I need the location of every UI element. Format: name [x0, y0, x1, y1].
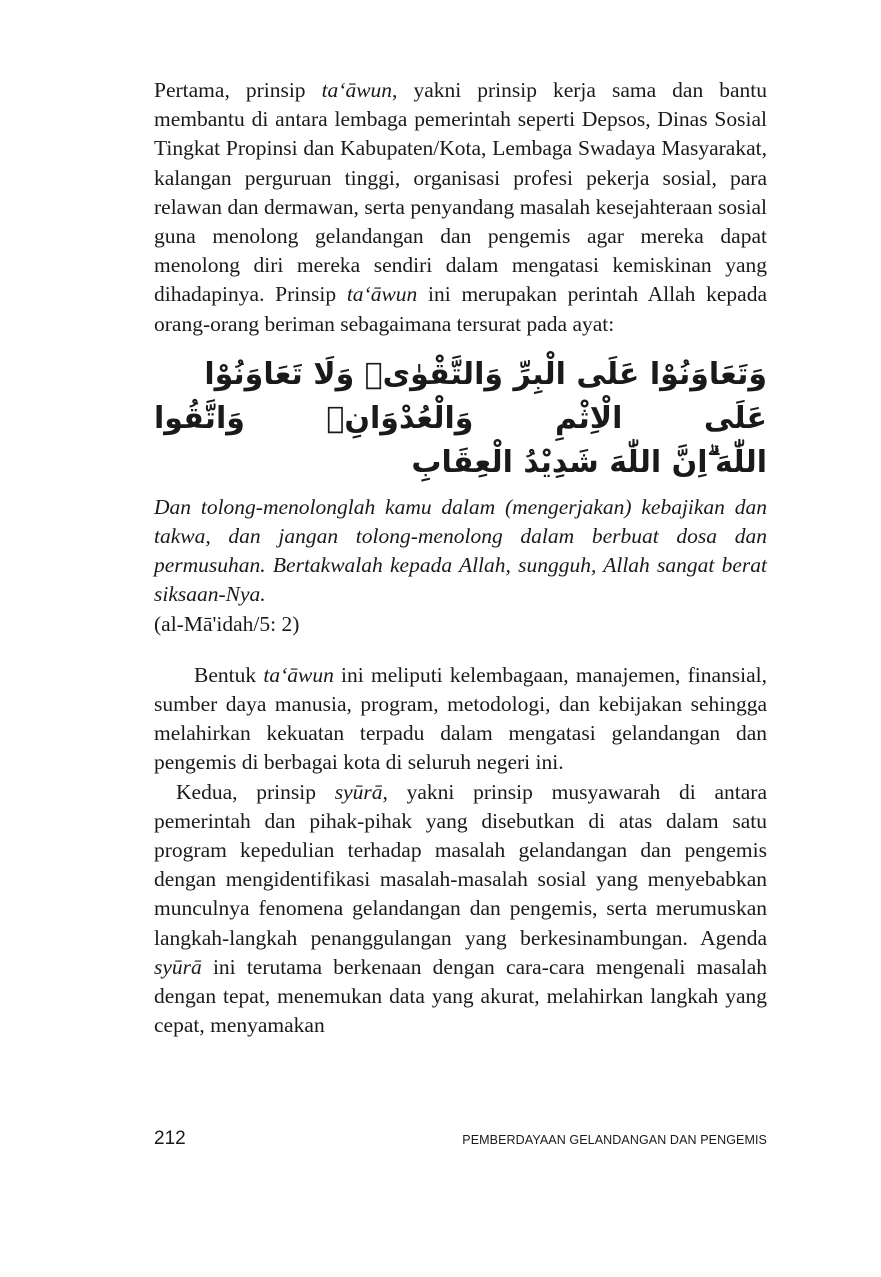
verse-line-2: اللّٰهَ ۗاِنَّ اللّٰهَ شَدِيْدُ الْعِقَابِ: [411, 444, 767, 480]
paragraph-second-principle: [154, 778, 767, 1041]
page-footer: [154, 1128, 767, 1150]
term-taawun: taʻāwun: [263, 662, 334, 687]
paragraph-taawun-forms: [154, 661, 767, 778]
text-run: Kedua, prinsip: [176, 779, 335, 804]
page-body: [154, 76, 767, 1040]
text-run: , yakni prinsip musyawarah di antara pemerintah dan pihak-pihak yang disebutkan di atas dalam satu program kepedulian terhadap masalah gelandangan dan pengemis dengan mengidentifikasi masalah-masalah sosial yang menyebabkan munculnya fenomena gelandangan dan pengemis, serta merumuskan langkah-langkah penanggulangan yang berkesinambungan. Agenda: [154, 779, 767, 950]
text-run: Pertama, prinsip: [154, 78, 322, 102]
paragraph-first-principle: [154, 76, 767, 339]
running-title: PEMBERDAYAAN GELANDANGAN DAN PENGEMIS: [462, 1133, 767, 1147]
term-syura: syūrā: [334, 779, 383, 804]
text-run: ini merupakan perintah Allah kepada orang-orang beriman sebagaimana tersurat pada ayat:: [154, 282, 768, 336]
quran-verse: [154, 353, 767, 485]
term-syura: syūrā: [154, 954, 202, 979]
verse-translation: [154, 493, 767, 639]
text-run: ini meliputi kelembagaan, manajemen, finansial, sumber daya manusia, program, metodologi, dan kebijakan sehingga melahirkan kekuatan terpadu dalam mengatasi gelandangan dan pengemis di berbagai kota di seluruh negeri ini.: [154, 662, 768, 775]
term-taawun: taʻāwun,: [321, 78, 398, 102]
term-taawun: taʻāwun: [346, 282, 418, 307]
text-run: ini terutama berkenaan dengan cara-cara mengenali masalah dengan tepat, menemukan data yang akurat, melahirkan langkah yang cepat, menyamakan: [154, 954, 767, 1038]
text-run: yakni prinsip kerja sama dan bantu membantu di antara lembaga pemerintah seperti Depsos, Dinas Sosial Tingkat Propinsi dan Kabupaten/Kota, Lembaga Swadaya Masyarakat, kalangan perguruan tinggi, organisasi profesi pekerja sosial, para relawan dan dermawan, serta penyandang masalah kesejahteraan sosial guna menolong gelandangan dan pengemis agar mereka dapat menolong diri mereka sendiri dalam mengatasi kemiskinan yang dihadapinya. Prinsip: [154, 78, 767, 307]
verse-line-1: وَتَعَاوَنُوْا عَلَى الْبِرِّ وَالتَّقْوٰىۖ وَلَا تَعَاوَنُوْا عَلَى الْاِثْمِ وَالْعُدْوَانِۖ وَاتَّقُوا: [154, 356, 767, 436]
verse-reference: (al-Mā'idah/5: 2): [154, 611, 300, 636]
translation-text: Dan tolong-menolonglah kamu dalam (mengerjakan) kebajikan dan takwa, dan jangan tolong-menolong dalam berbuat dosa dan permusuhan. Bertakwalah kepada Allah, sungguh, Allah sangat berat siksaan-Nya.: [154, 494, 767, 607]
page-number: 212: [154, 1128, 186, 1149]
text-run: Bentuk: [194, 662, 264, 687]
spacer: [154, 639, 767, 661]
